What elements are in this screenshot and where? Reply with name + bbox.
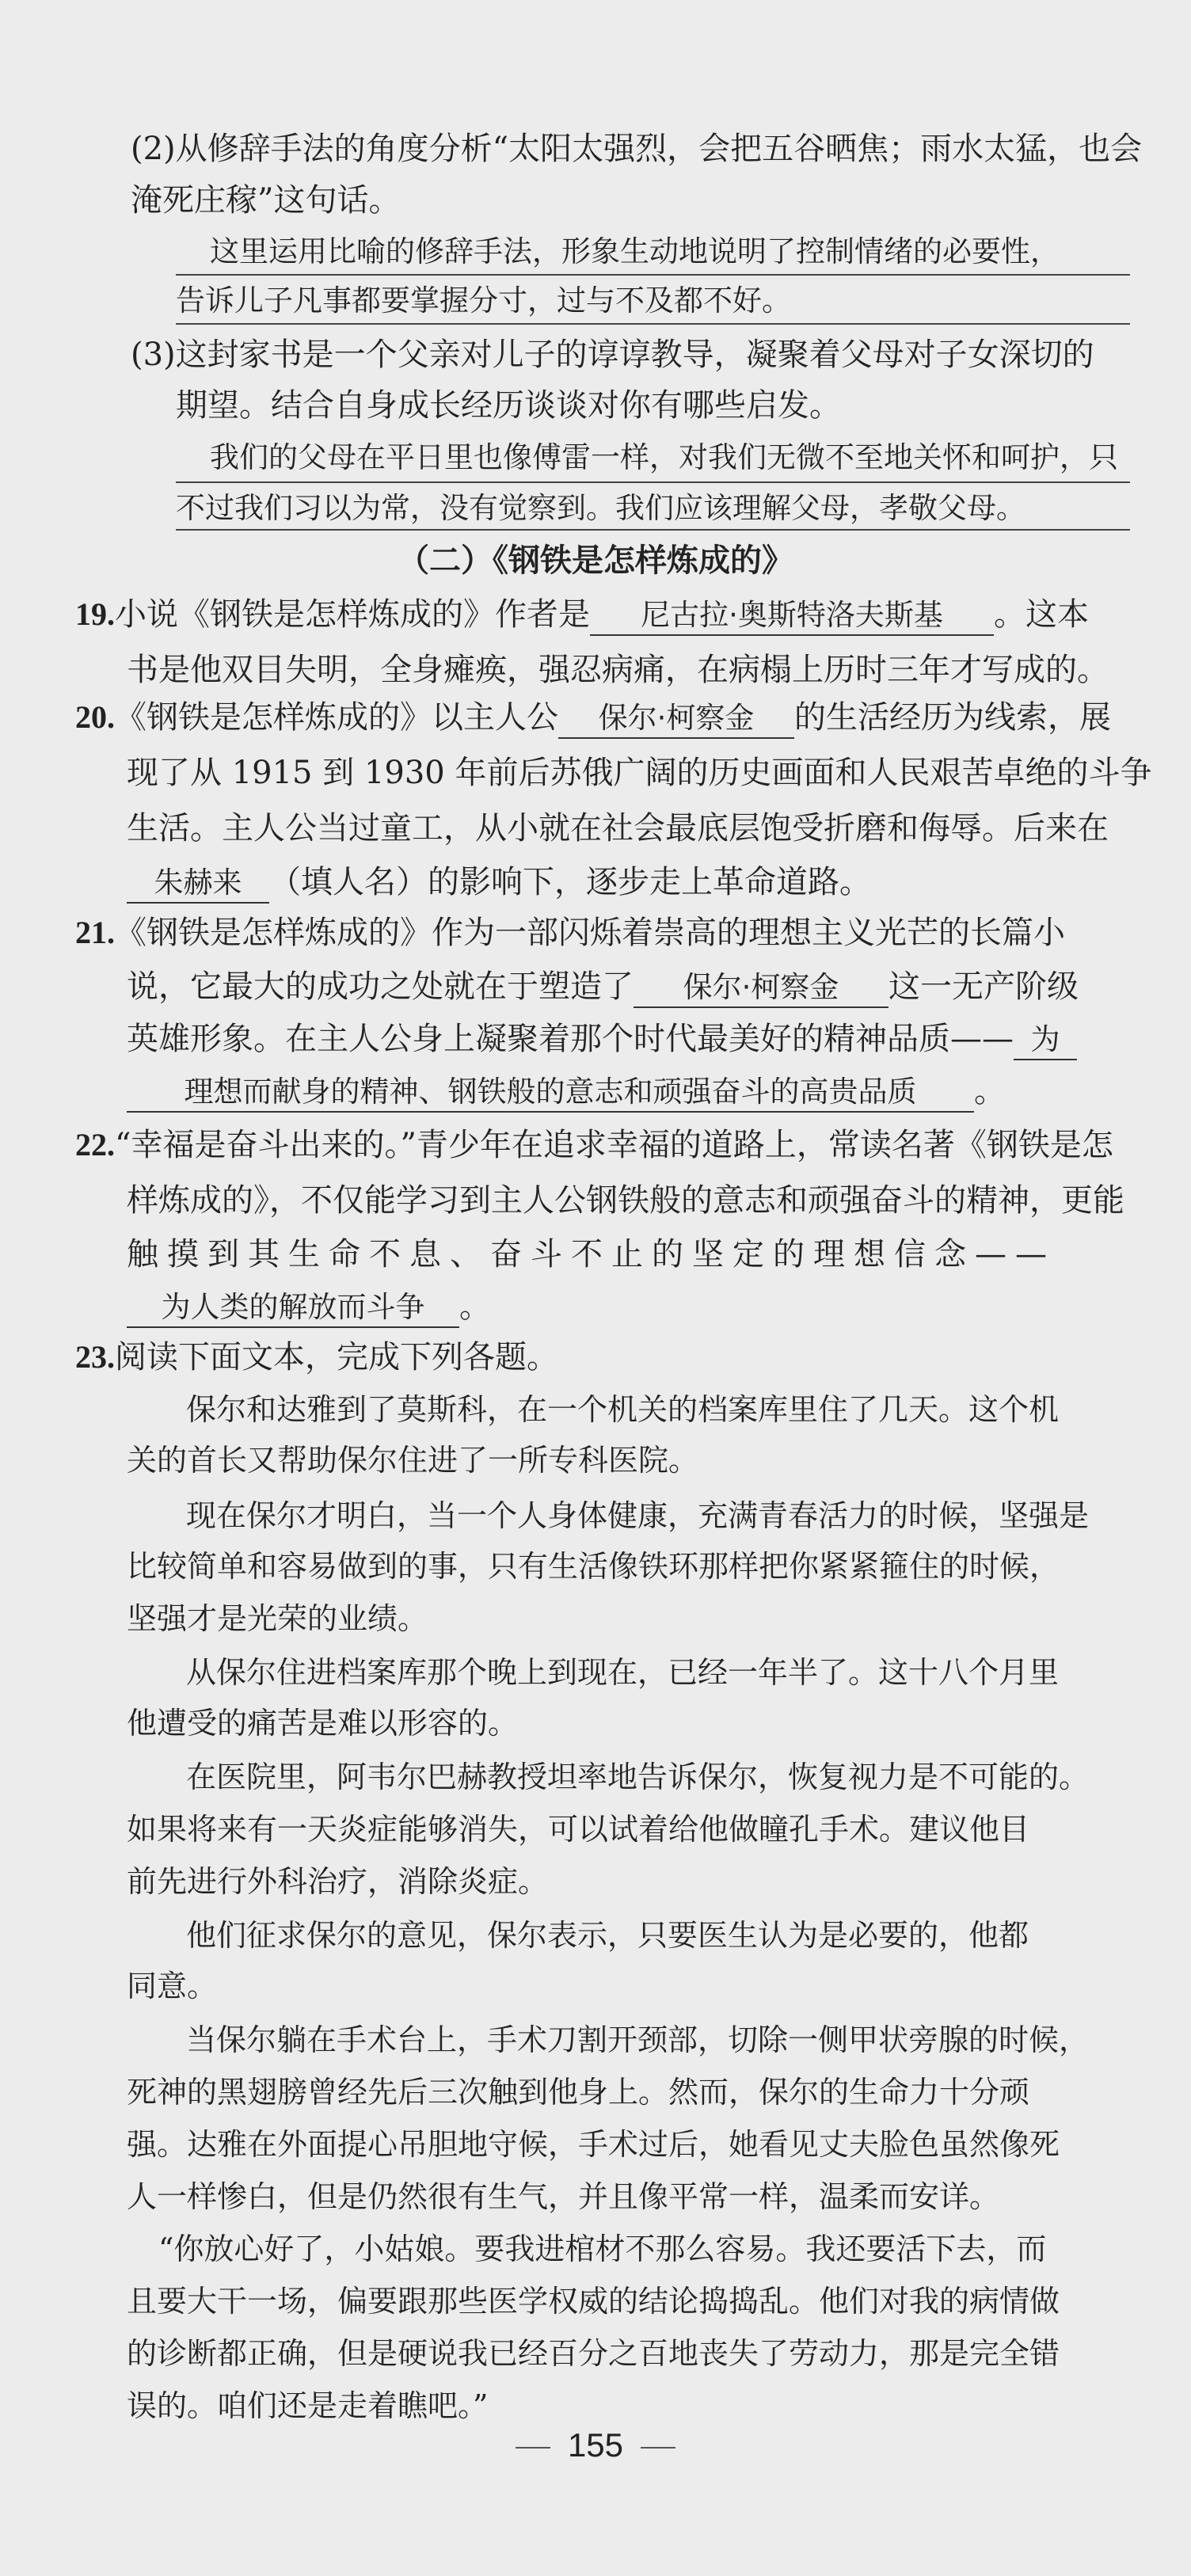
q18-p3-answer1: 我们的父母在平日里也像傅雷一样，对我们无微不至地关怀和呵护，只 (210, 440, 1118, 474)
passage-line: 现在保尔才明白，当一个人身体健康，充满青春活力的时候，坚强是 (186, 1498, 1090, 1533)
q21-line4 (127, 1069, 1006, 1113)
question-number: 22. (75, 1127, 115, 1162)
q18-p3-line2: 期望。结合自身成长经历谈谈对你有哪些启发。 (176, 387, 841, 424)
q18-p2-line2: 淹死庄稼”这句话。 (131, 182, 401, 219)
question-number: 23. (75, 1339, 115, 1375)
q22-text-4: 。 (459, 1288, 491, 1325)
passage-line: 同意。 (127, 1969, 218, 2003)
q21 (75, 911, 1065, 955)
passage-line: 在医院里，阿韦尔巴赫教授坦率地告诉保尔，恢复视力是不可能的。 (186, 1760, 1090, 1794)
q19-line2: 书是他双目失明，全身瘫痪，强忍病痛，在病榻上历时三年才写成的。 (127, 652, 1109, 688)
page-number-text: 155 (567, 2426, 624, 2464)
answer-underline (176, 481, 1130, 483)
q18-p2-answer1: 这里运用比喻的修辞手法，形象生动地说明了控制情绪的必要性， (210, 234, 1060, 268)
page-number (0, 2423, 1191, 2468)
q21-text: 《钢铁是怎样炼成的》作为一部闪烁着崇高的理想主义光芒的长篇小 (115, 915, 1065, 951)
passage-line: 坚强才是光荣的业绩。 (127, 1601, 428, 1636)
q18-p3-line1: (3)这封家书是一个父亲对儿子的谆谆教导，凝聚着父母对子女深切的 (131, 337, 1094, 373)
question-number: 21. (75, 915, 115, 950)
q19 (75, 592, 1089, 637)
q21-text-3: 英雄形象。在主人公身上凝聚着那个时代最美好的精神品质—— (127, 1021, 1014, 1057)
q21-answer-blank-2a: 为 (1014, 1021, 1077, 1060)
q20-line2: 现了从 1915 到 1930 年前后苏俄广阔的历史画面和人民艰苦卓绝的斗争 (127, 755, 1152, 791)
q20-text: 《钢铁是怎样炼成的》以主人公 (115, 699, 558, 736)
q21-text-2: 说，它最大的成功之处就在于塑造了 (127, 968, 634, 1005)
question-number: 19. (75, 596, 115, 632)
q19-text-end: 。这本 (994, 596, 1089, 633)
passage-line: 人一样惨白，但是仍然很有生气，并且像平常一样，温柔而安详。 (127, 2179, 1000, 2214)
q18-p3-answer2: 不过我们习以为常，没有觉察到。我们应该理解父母，孝敬父母。 (176, 491, 1025, 525)
passage-line: 他遭受的痛苦是难以形容的。 (127, 1706, 519, 1741)
q21-answer-blank-1: 保尔·柯察金 (634, 968, 888, 1008)
passage-line: 误的。咱们还是走着瞧吧。” (127, 2388, 489, 2423)
q22-line3: 触摸到其生命不息、奋斗不止的坚定的理想信念—— (127, 1236, 1056, 1273)
passage-line: 强。达雅在外面提心吊胆地守候，手术过后，她看见丈夫脸色虽然像死 (127, 2127, 1060, 2162)
q22 (75, 1123, 1113, 1167)
q20-text-2: 的生活经历为线索，展 (794, 699, 1111, 736)
q23 (75, 1335, 558, 1379)
passage-line: 的诊断都正确，但是硬说我已经百分之百地丧失了劳动力，那是完全错 (127, 2336, 1060, 2371)
q21-text-2b: 这一无产阶级 (888, 968, 1079, 1005)
q18-p2-answer2: 告诉儿子凡事都要掌握分寸，过与不及都不好。 (176, 283, 791, 318)
q20-answer-blank-1: 保尔·柯察金 (558, 699, 794, 739)
q22-answer-blank: 为人类的解放而斗争 (127, 1288, 459, 1328)
passage-line: 当保尔躺在手术台上，手术刀割开颈部，切除一侧甲状旁腺的时候， (186, 2022, 1090, 2057)
q23-prompt: 阅读下面文本，完成下列各题。 (115, 1339, 558, 1376)
answer-underline (176, 323, 1130, 325)
passage-line: “你放心好了，小姑娘。要我进棺材不那么容易。我还要活下去，而 (158, 2232, 1047, 2266)
q20-line3: 生活。主人公当过童工，从小就在社会最底层饱受折磨和侮辱。后来在 (127, 810, 1109, 847)
q20 (75, 695, 1111, 740)
q20-line4 (127, 860, 871, 904)
q21-line3 (127, 1017, 1077, 1061)
q20-answer-blank-2: 朱赫来 (127, 864, 269, 904)
q19-text: 小说《钢铁是怎样炼成的》作者是 (115, 596, 590, 633)
passage-line: 他们征求保尔的意见，保尔表示，只要医生认为是必要的，他都 (186, 1918, 1029, 1953)
q22-line2: 样炼成的》，不仅能学习到主人公钢铁般的意志和顽强奋斗的精神，更能 (127, 1182, 1124, 1219)
q22-line4 (127, 1284, 491, 1329)
q21-line2 (127, 965, 1079, 1009)
dash-decoration (516, 2447, 550, 2449)
q18-p2-line1: (2)从修辞手法的角度分析“太阳太强烈，会把五谷晒焦；雨水太猛，也会 (131, 131, 1143, 167)
answer-underline (176, 529, 1130, 531)
q19-answer-blank: 尼古拉·奥斯特洛夫斯基 (590, 596, 994, 636)
passage-line: 如果将来有一天炎症能够消失，可以试着给他做瞳孔手术。建议他目 (127, 1812, 1030, 1847)
passage-line: 且要大干一场，偏要跟那些医学权威的结论捣捣乱。他们对我的病情做 (127, 2284, 1060, 2319)
section-title: （二）《钢铁是怎样炼成的》 (398, 542, 793, 579)
q22-text: “幸福是奋斗出来的。”青少年在追求幸福的道路上，常读名著《钢铁是怎 (115, 1127, 1113, 1163)
answer-underline (176, 274, 1130, 276)
q20-text-4: （填人名）的影响下，逐步走上革命道路。 (269, 864, 871, 900)
q21-text-4: 。 (974, 1073, 1006, 1109)
question-number: 20. (75, 699, 115, 735)
passage-line: 死神的黑翅膀曾经先后三次触到他身上。然而，保尔的生命力十分顽 (127, 2075, 1030, 2110)
passage-line: 关的首长又帮助保尔住进了一所专科医院。 (127, 1443, 699, 1478)
passage-line: 比较简单和容易做到的事，只有生活像铁环那样把你紧紧箍住的时候， (127, 1549, 1060, 1584)
dash-decoration (641, 2447, 675, 2449)
passage-line: 保尔和达雅到了莫斯科，在一个机关的档案库里住了几天。这个机 (186, 1392, 1060, 1427)
passage-line: 前先进行外科治疗，消除炎症。 (127, 1864, 549, 1899)
q21-answer-blank-2b: 理想而献身的精神、钢铁般的意志和顽强奋斗的高贵品质 (127, 1073, 974, 1113)
passage-line: 从保尔住进档案库那个晚上到现在，已经一年半了。这十八个月里 (186, 1655, 1060, 1690)
